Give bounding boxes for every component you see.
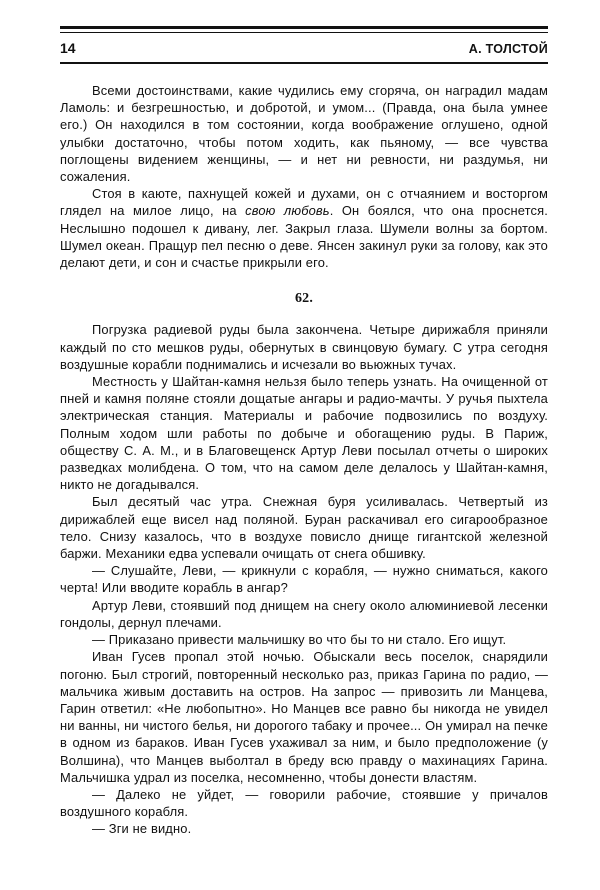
chapter-number: 62. [295,291,313,307]
paragraph: Всеми достоинствами, какие чудились ему сгоряча, он наградил мадам Ламоль: и безгрешностью, и добротой, и умом... (Правда, она была умнее его.) Он находился в том состоянии, когда воображение оглушено, одной улыбки достаточно, чтобы потом ходить, как пьяному, — все чувства поглощены видением женщины, — и нет ни ревности, ни раздумья, ни сожаления. [60,83,548,185]
italic-phrase: свою любовь [245,203,330,219]
paragraph: — Далеко не уйдет, — говорили рабочие, стоявшие у причалов воздушного корабля. [60,786,548,820]
paragraph-text: . Он боялся, что она проснется. Неслышно подошел к дивану, лег. Закрыл глаза. Шумели волны за бортом. Шумел океан. Пращур пел песню о деве. Янсен закинул руки за голову, как это делают дети, и сон и счастье прикрыли его. [60,203,548,271]
page-number: 14 [60,40,76,56]
paragraph [60,185,548,271]
paragraph: Погрузка радиевой руды была закончена. Четыре дирижабля приняли каждый по сто мешков руды, обернутых в свинцовую бумагу. С утра сегодня воздушные корабли поднимались и исчезали во вьюжных тучах. [60,322,548,372]
paragraph: Местность у Шайтан-камня нельзя было теперь узнать. На очищенной от пней и камня поляне стояли дощатые ангары и радио-мачты. У ручья пыхтела электрическая станция. Материалы и рабочие подвозились по воздуху. Полным ходом шли работы по добыче и обогащению руды. В Париж, обществу С. А. М., и в Благовещенск Артур Леви посылал отчеты о широких разведках молибдена. О том, что на самом деле делалось у Шайтан-камня, никто не догадывался. [60,374,548,493]
header-underline [60,62,548,64]
header-rule-thin [60,32,548,33]
running-head-author: А. ТОЛСТОЙ [468,42,548,56]
page-body [60,82,548,838]
paragraph: Иван Гусев пропал этой ночью. Обыскали весь поселок, снарядили погоню. Был строгий, повторенный несколько раз, приказ Гарина по радио, — мальчика живым доставить на остров. На запрос — привозить ли Манцева, Гарин ответил: «Не любопытно». Но Манцев все равно бы никогда не увидел ни ванны, ни чистого белья, ни дорогого табаку и прочее... Он умирал на печке в одном из бараков. Иван Гусев ухаживал за ним, и было предположение (у Волшина), что Манцев выболтал в бреду всю правду о махинациях Гарина. Мальчишка удрал из поселка, несомненно, чтобы донести властям. [60,649,548,785]
paragraph-text: Стоя в каюте, пахнущей кожей и духами, он с отчаянием и восторгом глядел на милое лицо, на [60,186,548,219]
paragraph: — Приказано привести мальчишку во что бы то ни стало. Его ищут. [92,632,507,648]
paragraph: — Слушайте, Леви, — крикнули с корабля, — нужно сниматься, какого черта! Или вводите корабль в ангар? [60,563,548,596]
page-header [60,40,548,60]
paragraph: Артур Леви, стоявший под днищем на снегу около алюминиевой лесенки гондолы, дернул плечами. [60,597,548,630]
paragraph: — Зги не видно. [92,821,192,837]
header-rule-thick [60,26,548,29]
paragraph: Был десятый час утра. Снежная буря усиливалась. Четвертый из дирижаблей еще висел над поляной. Буран раскачивал его сигарообразное тело. Снизу казалось, что в воздухе повисло днище гигантской железной баржи. Механики едва успевали очищать от снега обшивку. [60,494,548,562]
